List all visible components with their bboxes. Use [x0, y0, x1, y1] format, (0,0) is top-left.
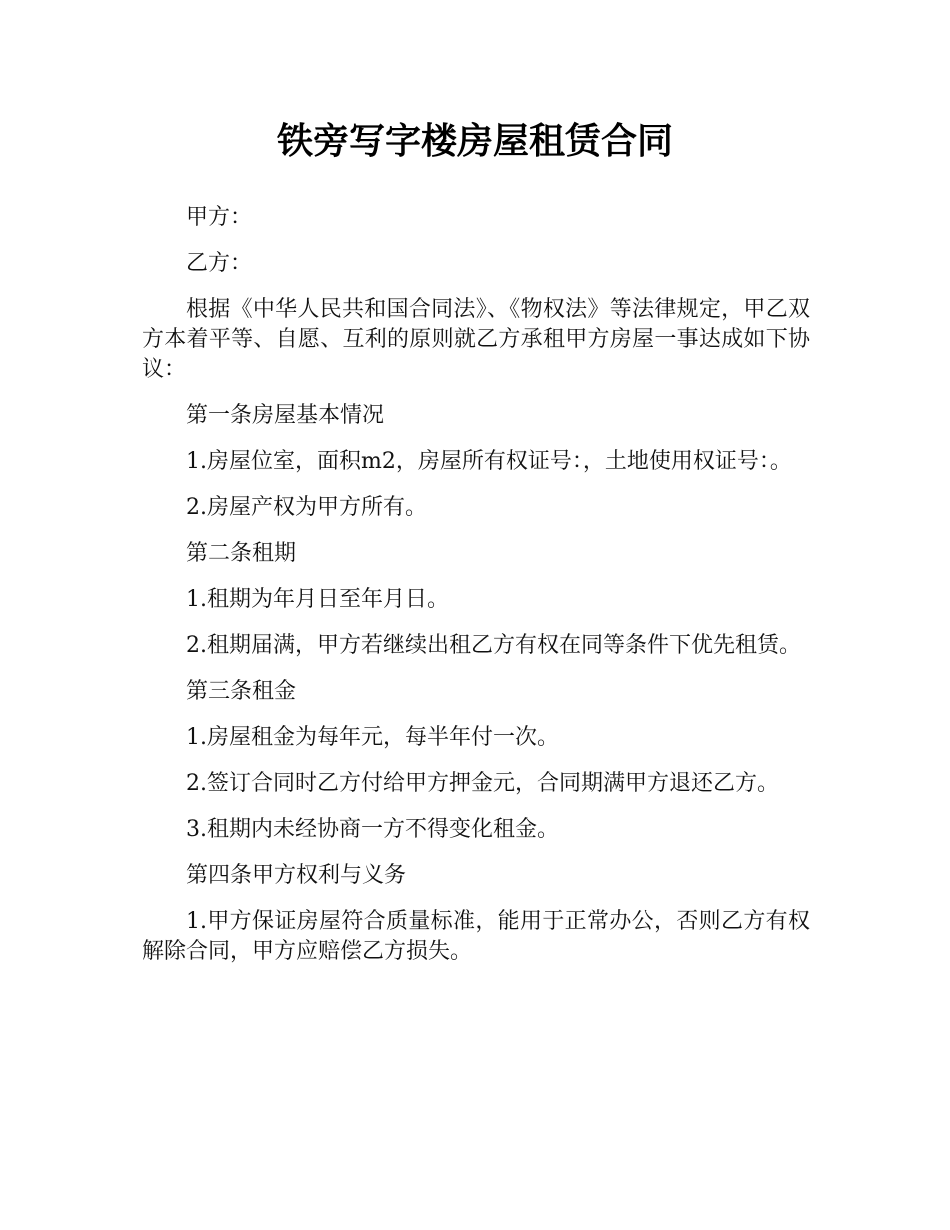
article-3-clause-2: 2.签订合同时乙方付给甲方押金元，合同期满甲方退还乙方。: [186, 771, 779, 796]
article-3-clause-3: 3.租期内未经协商一方不得变化租金。: [186, 817, 559, 842]
article-4-heading: 第四条甲方权利与义务: [186, 863, 407, 888]
article-1-heading: 第一条房屋基本情况: [186, 403, 385, 428]
article-1-clause-2: 2.房屋产权为甲方所有。: [186, 495, 427, 520]
party-a-line: 甲方：: [186, 205, 253, 230]
article-2-heading: 第二条租期: [186, 541, 297, 566]
article-3-clause-1: 1.房屋租金为每年元，每半年付一次。: [186, 725, 559, 750]
article-2-clause-2: 2.租期届满，甲方若继续出租乙方有权在同等条件下优先租赁。: [186, 633, 801, 658]
article-1-clause-1: 1.房屋位室，面积m2，房屋所有权证号：，土地使用权证号：。: [186, 449, 792, 474]
article-4-clause-1: 1.甲方保证房屋符合质量标准，能用于正常办公，否则乙方有权解除合同，甲方应赔偿乙方损失。: [142, 909, 810, 964]
party-b-line: 乙方：: [186, 251, 253, 276]
article-2-clause-1: 1.租期为年月日至年月日。: [186, 587, 449, 612]
document-body: [142, 203, 810, 983]
document-title: 铁旁写字楼房屋租赁合同: [276, 121, 673, 162]
article-3-heading: 第三条租金: [186, 679, 297, 704]
preamble-paragraph: 根据《中华人民共和国合同法》、《物权法》等法律规定，甲乙双方本着平等、自愿、互利的原则就乙方承租甲方房屋一事达成如下协议：: [142, 297, 810, 382]
